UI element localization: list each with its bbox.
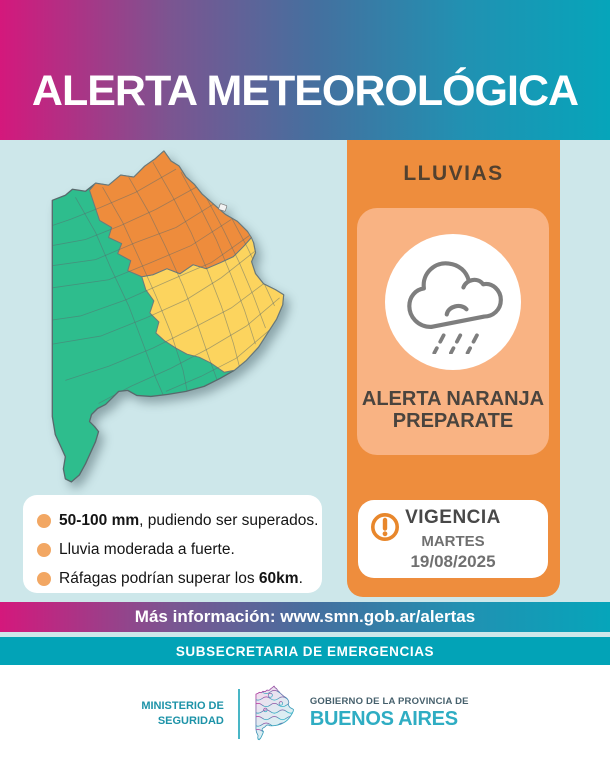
- validity-day: MARTES: [421, 533, 485, 550]
- exclamation-circle-icon: [370, 512, 400, 542]
- province-alert-map: [40, 147, 312, 499]
- bullet-icon: [37, 572, 51, 586]
- list-item: Lluvia moderada a fuerte.: [37, 535, 310, 564]
- government-wordmark: GOBIERNO DE LA PROVINCIA DE BUENOS AIRES: [309, 696, 469, 730]
- list-item: Ráfagas podrían superar los 60km.: [37, 564, 310, 593]
- list-item: 50-100 mm, pudiendo ser superados.: [37, 506, 310, 535]
- bullet-icon: [37, 543, 51, 557]
- alert-type-label: LLUVIAS: [403, 162, 504, 185]
- footer: [0, 665, 610, 762]
- alert-level-card: [357, 208, 549, 455]
- validity-card: [358, 500, 548, 578]
- validity-label: VIGENCIA: [405, 507, 501, 528]
- cloud-rain-icon: [401, 250, 505, 354]
- details-card: [23, 495, 322, 593]
- alert-panel: [347, 140, 560, 597]
- header-banner: [0, 0, 610, 140]
- subsecretaria-text: SUBSECRETARIA DE EMERGENCIAS: [175, 643, 435, 659]
- ministry-label: MINISTERIO DE SEGURIDAD: [141, 700, 224, 727]
- more-info-text[interactable]: Más información: www.smn.gob.ar/alertas: [134, 607, 476, 626]
- validity-date: 19/08/2025: [410, 552, 496, 571]
- page-title: ALERTA METEOROLÓGICA: [31, 67, 579, 115]
- bullet-icon: [37, 514, 51, 528]
- buenos-aires-province-logo-icon: [254, 678, 298, 750]
- alert-level-line2: PREPARATE: [392, 410, 514, 433]
- subsecretaria-bar: [0, 637, 610, 665]
- footer-divider: [238, 689, 240, 739]
- alert-level-line1: ALERTA NARANJA: [361, 388, 545, 410]
- icon-circle: [385, 234, 521, 370]
- buenos-aires-map-svg: [40, 147, 312, 499]
- more-info-bar[interactable]: [0, 602, 610, 632]
